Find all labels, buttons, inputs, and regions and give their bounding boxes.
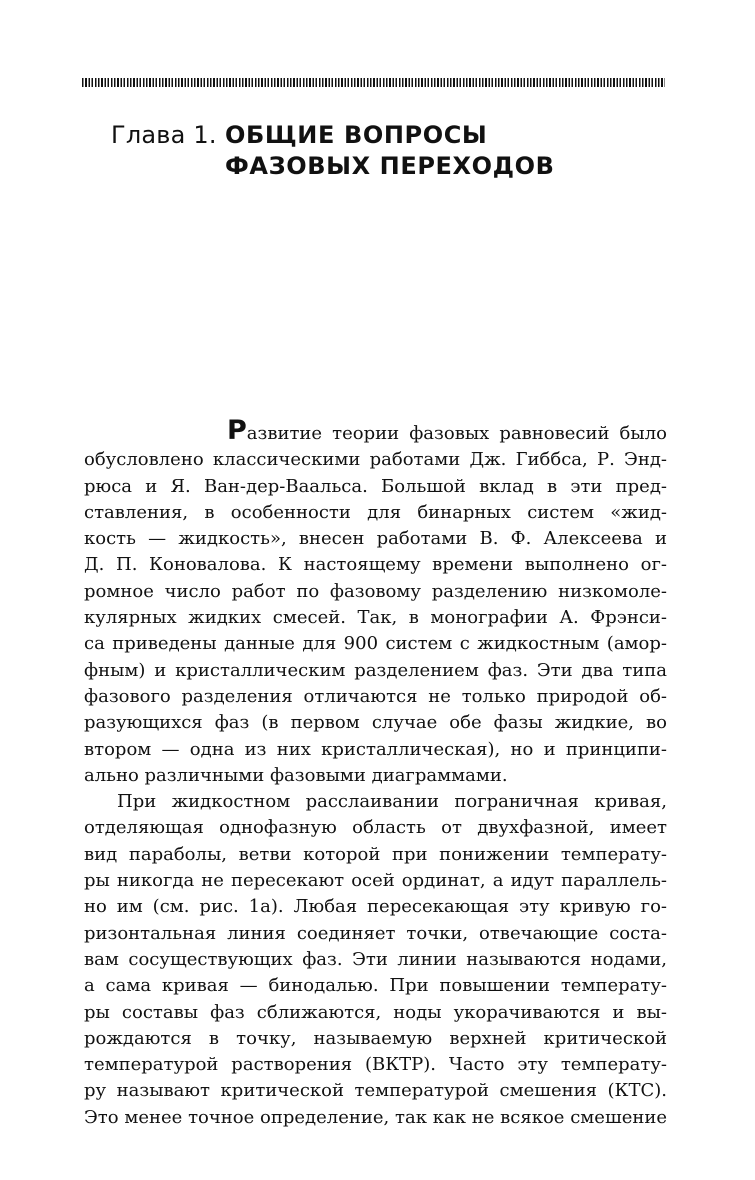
paragraph [84,789,667,1131]
text-line: вид параболы, ветви которой при понижении температу- [84,843,667,865]
text-line: ставления, в особенности для бинарных систем «жид- [84,501,667,523]
chapter-label: Глава 1. [111,121,217,149]
text-line: рождаются в точку, называемую верхней критической [84,1027,667,1049]
text-line: Это менее точное определение, так как не всякое смешение [84,1106,667,1128]
text-line: но им (см. рис. 1а). Любая пересекающая эту кривую го- [84,896,667,918]
text-line: ромное число работ по фазовому разделению низкомоле- [84,580,667,602]
text-line: рюса и Я. Ван-дер-Ваальса. Большой вклад в эти пред- [84,475,667,497]
text-line-content: азвитие теории фазовых равновесий было [246,423,667,444]
chapter-heading [111,120,671,182]
text-line: а сама кривая — бинодалью. При повышении температу- [84,975,667,997]
text-line: отделяющая однофазную область от двухфазной, имеет [84,817,667,839]
text-line: фным) и кристаллическим разделением фаз. Эти два типа [84,659,667,681]
text-line: разующихся фаз (в первом случае обе фазы жидкие, во [84,712,667,734]
text-line: ры никогда не пересекают осей ординат, а идут параллель- [84,870,667,892]
text-line: втором — одна из них кристаллическая), но и принципи- [84,738,667,760]
drop-cap: Р [227,415,247,446]
text-line: кулярных жидких смесей. Так, в монографии А. Фрэнси- [84,607,667,629]
text-line: ры составы фаз сближаются, ноды укорачиваются и вы- [84,1001,667,1023]
text-line: ру называют критической температурой смешения (КТС). [84,1080,667,1102]
header-rule [82,78,665,87]
text-line: ально различными фазовыми диаграммами. [84,764,508,786]
body-text [84,415,667,1131]
text-line: кость — жидкость», внесен работами В. Ф. Алексеева и [84,528,667,550]
chapter-title-line: ОБЩИЕ ВОПРОСЫ [225,121,488,149]
paragraph [84,415,667,789]
text-line: температурой растворения (ВКТР). Часто эту температу- [84,1054,667,1076]
text-line: ризонтальная линия соединяет точки, отвечающие соста- [84,922,667,944]
chapter-title [225,120,555,182]
text-line: При жидкостном расслаивании пограничная кривая, [117,791,667,813]
text-line: са приведены данные для 900 систем с жидкостным (амор- [84,633,667,655]
text-line: обусловлено классическими работами Дж. Гиббса, Р. Энд- [84,449,667,471]
chapter-title-line: ФАЗОВЫХ ПЕРЕХОДОВ [225,152,555,180]
text-line: Д. П. Коновалова. К настоящему времени выполнено ог- [84,554,667,576]
text-line [84,415,667,447]
text-line: вам сосуществующих фаз. Эти линии называются нодами, [84,948,667,970]
text-line: фазового разделения отличаются не только природой об- [84,685,667,707]
